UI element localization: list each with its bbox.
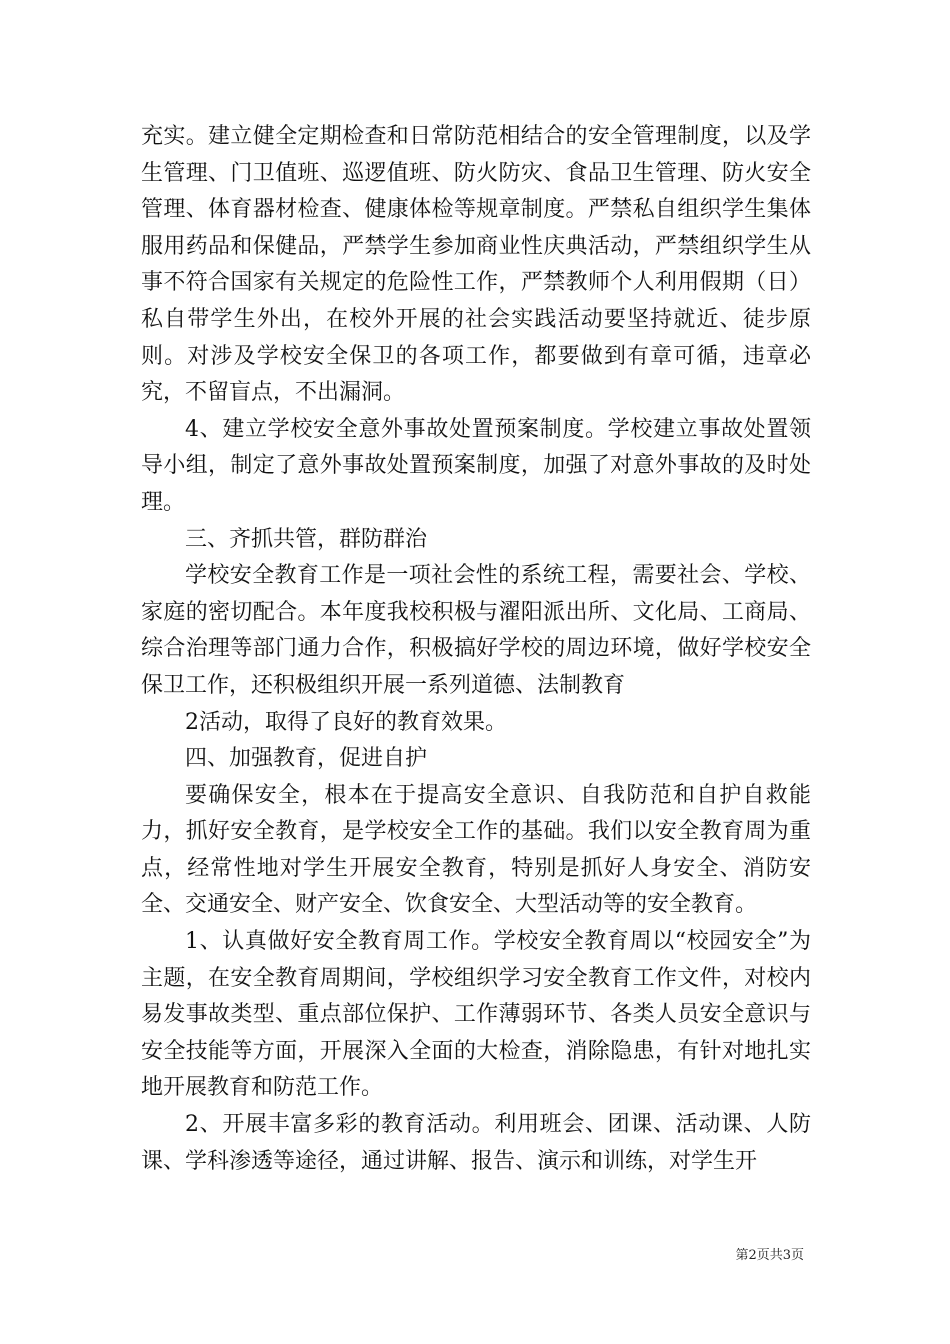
paragraph-section-3-body: 学校安全教育工作是一项社会性的系统工程，需要社会、学校、家庭的密切配合。本年度我校积极与濯阳派出所、文化局、工商局、综合治理等部门通力合作，积极搞好学校的周边环境，做好学校安全保卫工作，还积极组织开展一系列道德、法制教育: [141, 563, 811, 698]
section-heading-4: 四、加强教育，促进自护: [185, 746, 428, 772]
paragraph-section-3-tail: 2活动，取得了良好的教育效果。: [185, 709, 507, 735]
paragraph-item-4: 4、建立学校安全意外事故处置预案制度。学校建立事故处置领导小组，制定了意外事故处置预案制度，加强了对意外事故的及时处理。: [141, 416, 811, 515]
section-heading-3: 三、齐抓共管，群防群治: [185, 526, 428, 552]
paragraph-item-2: 2、开展丰富多彩的教育活动。利用班会、团课、活动课、人防课、学科渗透等途径，通过讲解、报告、演示和训练，对学生开: [141, 1112, 811, 1174]
document-body: [141, 119, 811, 1180]
page-number-footer: 第2页共3页: [735, 1248, 804, 1263]
paragraph-continuation: 充实。建立健全定期检查和日常防范相结合的安全管理制度，以及学生管理、门卫值班、巡逻值班、防火防灾、食品卫生管理、防火安全管理、体育器材检查、健康体检等规章制度。严禁私自组织学生集体服用药品和保健品，严禁学生参加商业性庆典活动，严禁组织学生从事不符合国家有关规定的危险性工作，严禁教师个人利用假期（日）私自带学生外出，在校外开展的社会实践活动要坚持就近、徒步原则。对涉及学校安全保卫的各项工作，都要做到有章可循，违章必究，不留盲点，不出漏洞。: [141, 124, 811, 406]
paragraph-item-1: 1、认真做好安全教育周工作。学校安全教育周以“校园安全”为主题，在安全教育周期间，学校组织学习安全教育工作文件，对校内易发事故类型、重点部位保护、工作薄弱环节、各类人员安全意识与安全技能等方面，开展深入全面的大检查，消除隐患，有针对地扎实地开展教育和防范工作。: [141, 929, 811, 1101]
paragraph-section-4-body: 要确保安全，根本在于提高安全意识、自我防范和自护自救能力，抓好安全教育，是学校安全工作的基础。我们以安全教育周为重点，经常性地对学生开展安全教育，特别是抓好人身安全、消防安全、交通安全、财产安全、饮食安全、大型活动等的安全教育。: [141, 782, 811, 918]
